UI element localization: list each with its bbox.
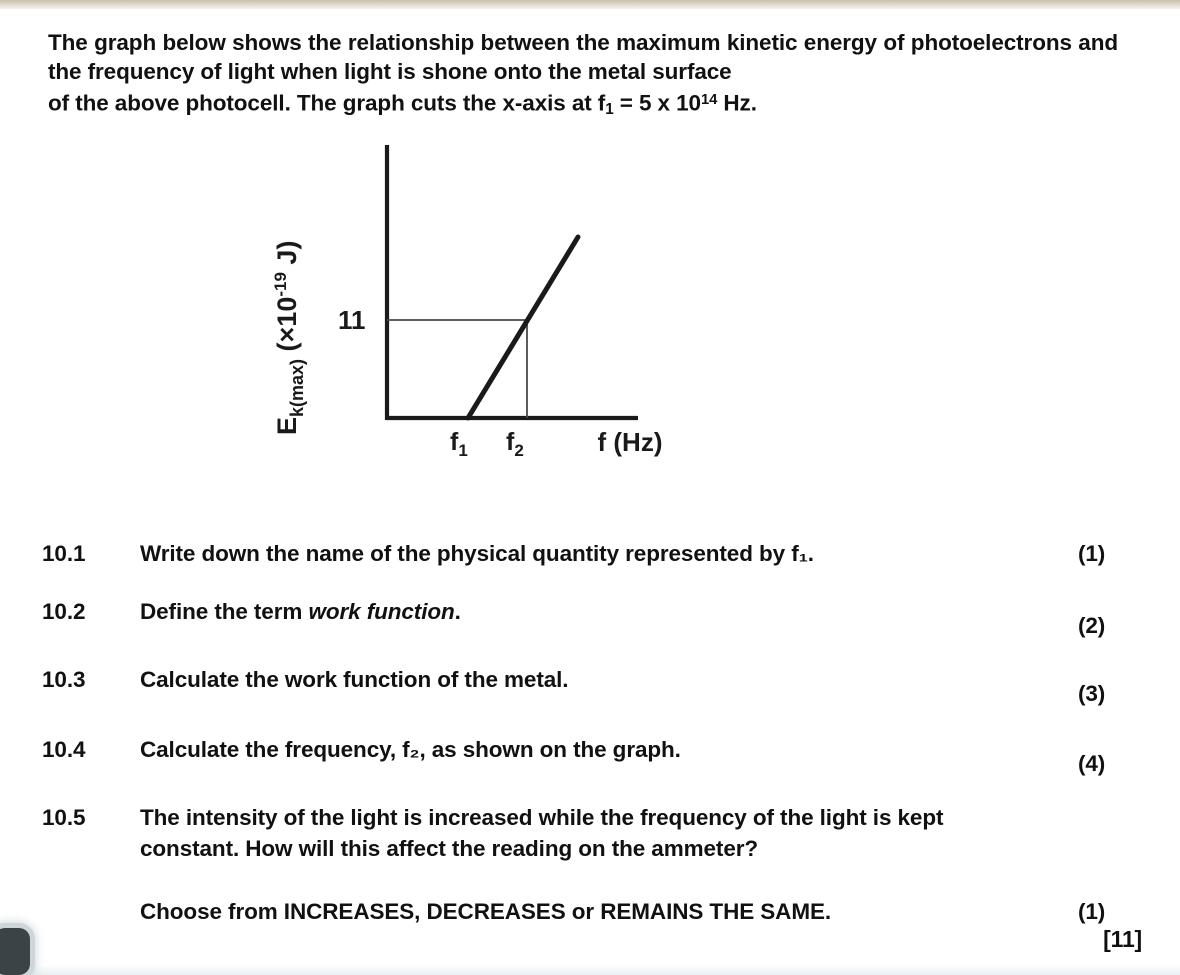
- question-text-10-3: Calculate the work function of the metal.: [140, 667, 569, 692]
- intro-line-3-b: = 5 x 10: [613, 90, 701, 116]
- data-line-ek-vs-f: [468, 237, 578, 418]
- total-marks: [11]: [1103, 926, 1142, 952]
- y-axis-label-subscript: k(max): [287, 358, 307, 417]
- question-marks-10-2: (2): [1078, 613, 1106, 638]
- intro-line-2: photoelectrons and the frequency of light when light is shone onto the metal surface: [48, 30, 1118, 84]
- scan-corner-artifact: [0, 928, 30, 975]
- question-number-10-5: 10.5: [42, 805, 86, 830]
- question-number-10-3: 10.3: [42, 667, 86, 692]
- question-text-10-2-before: Define the term: [140, 599, 309, 624]
- question-number-10-1: 10.1: [42, 541, 86, 566]
- x-tick-label-f1: $f_1$: [450, 428, 468, 460]
- question-text-10-2: [140, 596, 1040, 627]
- question-text-10-1: Write down the name of the physical quantity represented by f₁.: [140, 541, 814, 566]
- scan-edge-bottom: [0, 965, 1180, 975]
- intro-line-1: The graph below shows the relationship between the maximum kinetic energy of: [48, 30, 905, 55]
- intro-line-3-c: Hz.: [717, 90, 757, 116]
- question-number-10-4: 10.4: [42, 737, 86, 762]
- question-marks-10-5: (1): [1078, 899, 1106, 924]
- intro-line-3: [48, 86, 1118, 124]
- x-axis-label: f (Hz): [597, 427, 663, 457]
- question-marks-10-3: (3): [1078, 681, 1106, 706]
- y-axis-label-units-close: J): [272, 240, 302, 273]
- question-text-10-5-choices: Choose from INCREASES, DECREASES or REMAINS THE SAME.: [140, 899, 832, 924]
- svg-text:Ek(max) (×10-19 J): [271, 241, 307, 435]
- question-text-10-2-after: .: [454, 599, 461, 624]
- question-marks-10-4: (4): [1078, 751, 1106, 776]
- f1-subscript: 1: [605, 101, 614, 119]
- y-axis-label-units-exponent: -19: [271, 272, 290, 297]
- question-text-10-5-line-2: constant. How will this affect the reading on the ammeter?: [140, 836, 759, 861]
- intro-paragraph: [48, 28, 1118, 124]
- photoelectric-graph: [250, 135, 750, 475]
- graph-figure: [250, 135, 750, 475]
- question-text-10-5-line-1: The intensity of the light is increased while the frequency of the light is kept: [140, 805, 944, 830]
- y-axis-label: [271, 241, 307, 435]
- question-marks-10-1: (1): [1078, 541, 1106, 566]
- question-term-work-function: work function: [308, 599, 455, 624]
- question-number-10-2: 10.2: [42, 599, 86, 624]
- scan-edge-top: [0, 0, 1180, 9]
- x-tick-label-f2: $f_2$: [506, 428, 524, 460]
- y-axis-label-symbol: E: [272, 416, 302, 435]
- question-text-10-4: Calculate the frequency, f₂, as shown on the graph.: [140, 737, 681, 762]
- exponent-14: 14: [700, 92, 718, 108]
- y-axis-label-units-open: (×10: [272, 296, 302, 359]
- y-tick-label-11: 11: [338, 305, 366, 335]
- intro-line-3-a: of the above photocell. The graph cuts the x-axis at f: [48, 90, 606, 116]
